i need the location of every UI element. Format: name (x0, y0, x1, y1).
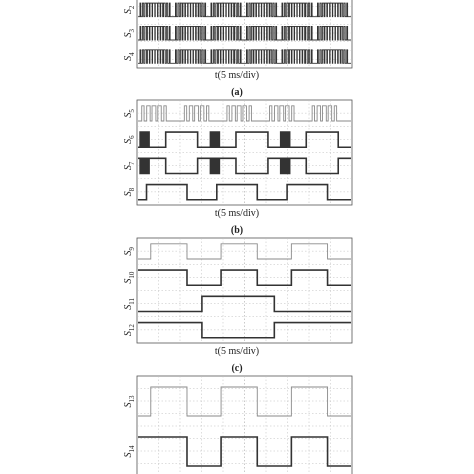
channel-label-letter: S (123, 55, 134, 61)
panel-a-caption: (a) (231, 87, 243, 98)
channel-label-letter: S (123, 138, 134, 144)
channel-label-subscript: 12 (128, 324, 136, 332)
panel-b-caption: (b) (230, 225, 244, 236)
channel-label-s3 (123, 28, 136, 37)
channel-label-s6 (123, 135, 136, 144)
channel-label-letter: S (123, 331, 134, 337)
channel-label-subscript: 2 (128, 5, 136, 10)
channel-label-letter: S (123, 402, 134, 408)
channel-label-s13 (123, 395, 136, 408)
channel-label-s5 (123, 109, 136, 118)
panel-c (123, 238, 352, 374)
channel-label-letter: S (123, 250, 134, 256)
channel-label-letter: S (123, 32, 134, 38)
channel-label-s7 (123, 161, 136, 170)
channel-label-subscript: 7 (128, 161, 136, 166)
channel-label-subscript: 6 (128, 135, 136, 139)
channel-label-subscript: 8 (128, 187, 136, 192)
channel-label-letter: S (123, 165, 134, 171)
panel-d-grid (137, 376, 352, 474)
channel-label-subscript: 10 (128, 271, 136, 279)
panel-c-axis-label: t(5 ms/div) (214, 346, 260, 357)
channel-label-s10 (123, 271, 136, 284)
panel-a-axis-label: t(5 ms/div) (214, 70, 260, 81)
channel-label-s4 (123, 52, 136, 61)
panel-b-grid (137, 100, 352, 205)
panel-d-channel-labels (123, 395, 136, 458)
channel-label-subscript: 4 (128, 52, 136, 56)
channel-label-subscript: 9 (128, 247, 136, 251)
panel-a-channel-labels (123, 5, 136, 61)
channel-label-s14 (123, 445, 136, 458)
channel-label-subscript: 3 (128, 28, 136, 33)
trace-s14 (138, 437, 351, 466)
panel-b-axis-label: t(5 ms/div) (214, 208, 260, 219)
channel-label-letter: S (123, 304, 134, 310)
panel-c-channel-labels (123, 247, 136, 336)
channel-label-letter: S (123, 9, 134, 15)
channel-label-letter: S (123, 191, 134, 197)
channel-label-s12 (123, 324, 136, 337)
channel-label-subscript: 11 (128, 298, 136, 305)
panel-a (123, 0, 352, 98)
panel-b (123, 100, 352, 236)
channel-label-s9 (123, 247, 136, 256)
channel-label-subscript: 5 (128, 109, 136, 113)
channel-label-s11 (123, 298, 136, 310)
channel-label-letter: S (123, 452, 134, 458)
panel-c-caption: (c) (231, 363, 243, 374)
panel-c-grid (137, 238, 352, 343)
channel-label-s8 (123, 187, 136, 196)
channel-label-letter: S (123, 112, 134, 118)
channel-label-subscript: 13 (128, 395, 136, 403)
channel-label-subscript: 14 (128, 445, 136, 453)
panel-d (123, 376, 352, 474)
panel-b-channel-labels (123, 109, 136, 197)
channel-label-letter: S (123, 278, 134, 284)
channel-label-s2 (123, 5, 136, 14)
